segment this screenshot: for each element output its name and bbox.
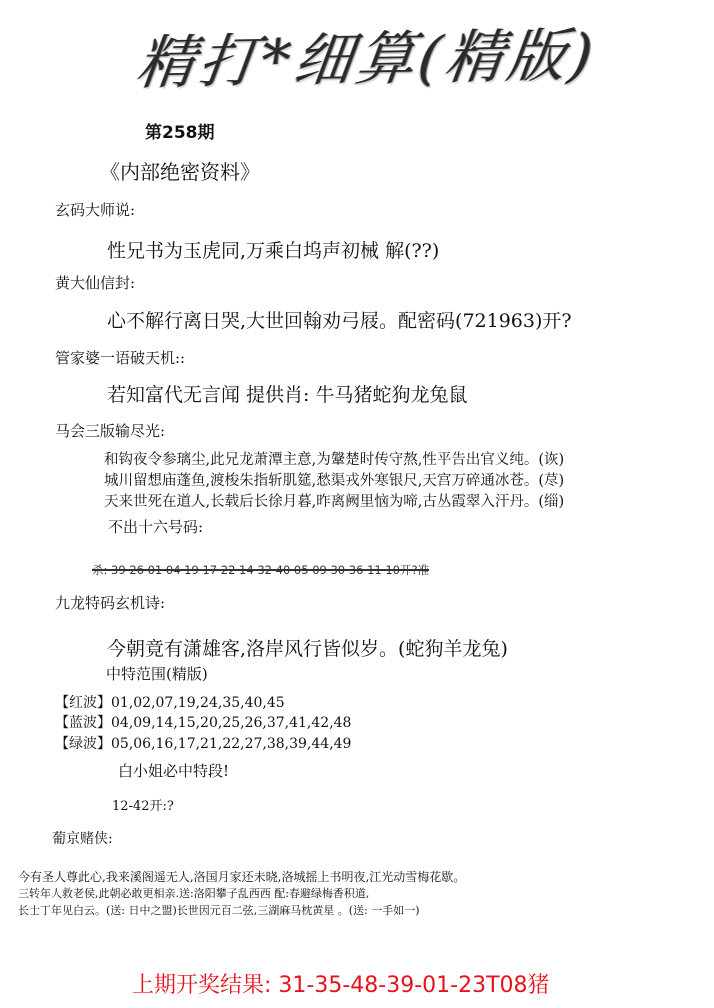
immortal-label: 黄大仙信封: <box>55 274 136 292</box>
master-label: 玄码大师说: <box>55 201 136 219</box>
immortal-text: 心不解行离日哭,大世回翰劝弓屐。配密码(721963)开? <box>107 310 572 332</box>
segment-text: 12-42开:? <box>112 799 174 814</box>
gambler-label: 葡京赌侠: <box>52 831 113 847</box>
not-out-label: 不出十六号码: <box>108 518 204 536</box>
nine-dragon-text: 今朝竟有潇雄客,洛岸风行皆似岁。(蛇狗羊龙兔) <box>107 638 508 660</box>
macau-label: 马会三版输尽光: <box>55 422 166 440</box>
gambler-line-1: 今有圣人尊此心,我来溪阁遥无人,洛国月家还未晓,洛城摇上书明夜,江光动雪梅花歇。 <box>18 870 466 884</box>
master-text: 性兄书为玉虎同,万乘白坞声初械 解(??) <box>107 240 440 262</box>
range-label: 中特范围(精版) <box>106 665 208 683</box>
blue-wave-numbers: 【蓝波】04,09,14,15,20,25,26,37,41,42,48 <box>55 715 352 731</box>
macau-poem-line-1: 和钩夜令参璃尘,此兄龙萧潭主意,为鞶楚时传守熬,性平告出官义纯。(诙) <box>104 452 565 468</box>
red-wave-numbers: 【红波】01,02,07,19,24,35,40,45 <box>55 695 285 711</box>
green-wave-numbers: 【绿波】05,06,16,17,21,22,27,38,39,44,49 <box>55 736 352 752</box>
subtitle: 《内部绝密资料》 <box>100 160 260 184</box>
banner-title: 精打*细算(精版) <box>132 21 601 97</box>
last-draw-result: 上期开奖结果: 31-35-48-39-01-23T08猪 <box>132 973 550 998</box>
housekeeper-text: 若知富代无言闻 提供肖: 牛马猪蛇狗龙兔鼠 <box>107 384 468 406</box>
macau-poem-line-2: 城川留想庙蓬鱼,渡梭朱指斩肌筵,愁渠戎外寒银尺,天宫万碎通冰苍。(荩) <box>104 473 565 489</box>
gambler-line-2: 三转年人救老侯,此朝必敢更相亲.送:洛阳攀子乱西西 配:春避绿梅香积道, <box>18 887 370 900</box>
not-out-numbers: 杀: 39 26 01 04 19 17 22 14 32 40 05 09 30 36 11 10开?准 <box>92 563 430 577</box>
gambler-line-3: 长士丁年见白云。(送: 日中之盟)长世因元百二弦,三湖麻马枕黄星 。(送: 一手如一) <box>18 904 420 917</box>
macau-poem-line-3: 天来世死在道人,长载后长徐月暮,昨离阙里恼为啼,古丛霞翠入汗丹。(缁) <box>104 494 565 510</box>
white-miss-text: 白小姐必中特段! <box>118 762 230 780</box>
nine-dragon-label: 九龙特码玄机诗: <box>55 594 166 612</box>
housekeeper-label: 管家婆一语破天机:: <box>55 349 186 367</box>
issue-number: 第258期 <box>145 123 215 143</box>
